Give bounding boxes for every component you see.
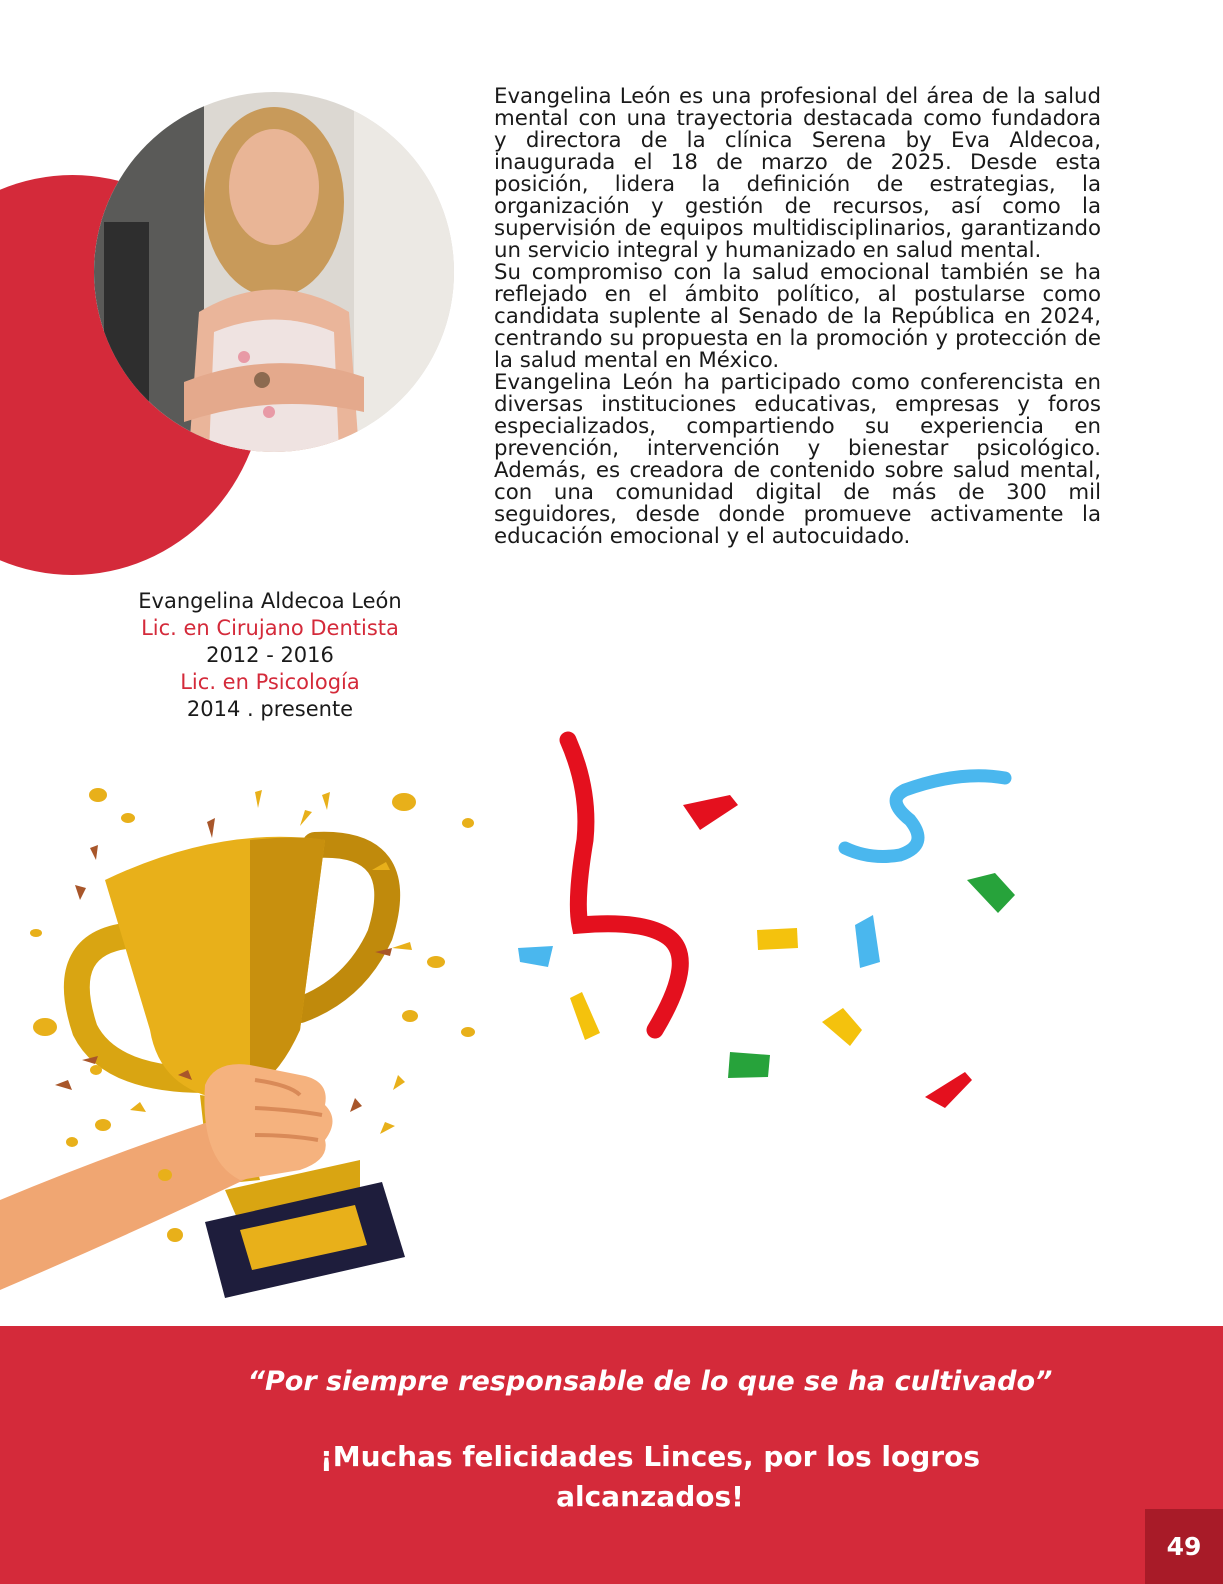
bio-paragraph: Su compromiso con la salud emocional también se ha reflejado en el ámbito político, al postularse como candidata suplente al Senado de la República en 2024, centrando su propuesta en la promoción y protección de la salud mental en México.	[494, 260, 1101, 373]
bio-paragraph: Evangelina León ha participado como conferencista en diversas instituciones educativas, empresas y foros especializados, compartiendo su experiencia en prevención, intervención y bienestar psicológico. Además, es creadora de contenido sobre salud mental, con una comunidad digital de más de 300 mil seguidores, desde donde promueve activamente la educación emocional y el autocuidado.	[494, 370, 1101, 549]
page-number-box	[1145, 1509, 1223, 1584]
confetti-red	[683, 795, 738, 830]
page-number: 49	[1166, 1532, 1202, 1561]
biography	[494, 86, 1101, 548]
confetti-red	[925, 1072, 972, 1108]
portrait-image	[94, 92, 454, 452]
person-name: Evangelina Aldecoa León	[138, 589, 402, 613]
confetti-yellow	[822, 1008, 862, 1046]
confetti-green	[967, 873, 1015, 913]
motto-quote: “Por siempre responsable de lo que se ha cultivado”	[247, 1366, 1053, 1397]
blue-ribbon	[845, 776, 1005, 857]
degree-dentistry: Lic. en Cirujano Dentista	[141, 616, 399, 640]
degree-psychology-years: 2014 . presente	[186, 697, 354, 721]
bio-paragraph: Evangelina León es una profesional del área de la salud mental con una trayectoria destacada como fundadora y directora de la clínica Serena by Eva Aldecoa, inaugurada el 18 de marzo de 2025. Desde esta posición, lidera la definición de estrategias, la organización y gestión de recursos, así como la supervisión de equipos multidisciplinarios, garantizando un servicio integral y humanizado en salud mental.	[494, 84, 1101, 263]
confetti-yellow	[570, 992, 600, 1040]
profile-photo	[94, 92, 454, 452]
red-ribbon	[568, 740, 680, 1030]
confetti-blue	[855, 915, 880, 968]
confetti-blue	[518, 946, 553, 967]
degree-psychology: Lic. en Psicología	[180, 670, 360, 694]
degree-dentistry-years: 2012 - 2016	[206, 643, 334, 667]
confetti-green	[728, 1052, 770, 1078]
confetti-yellow	[757, 928, 798, 950]
profile-credentials	[100, 588, 440, 723]
trophy-celebration-illustration	[0, 730, 1223, 1326]
congratulations-message: ¡Muchas felicidades Linces, por los logros alcanzados!	[319, 1440, 981, 1513]
